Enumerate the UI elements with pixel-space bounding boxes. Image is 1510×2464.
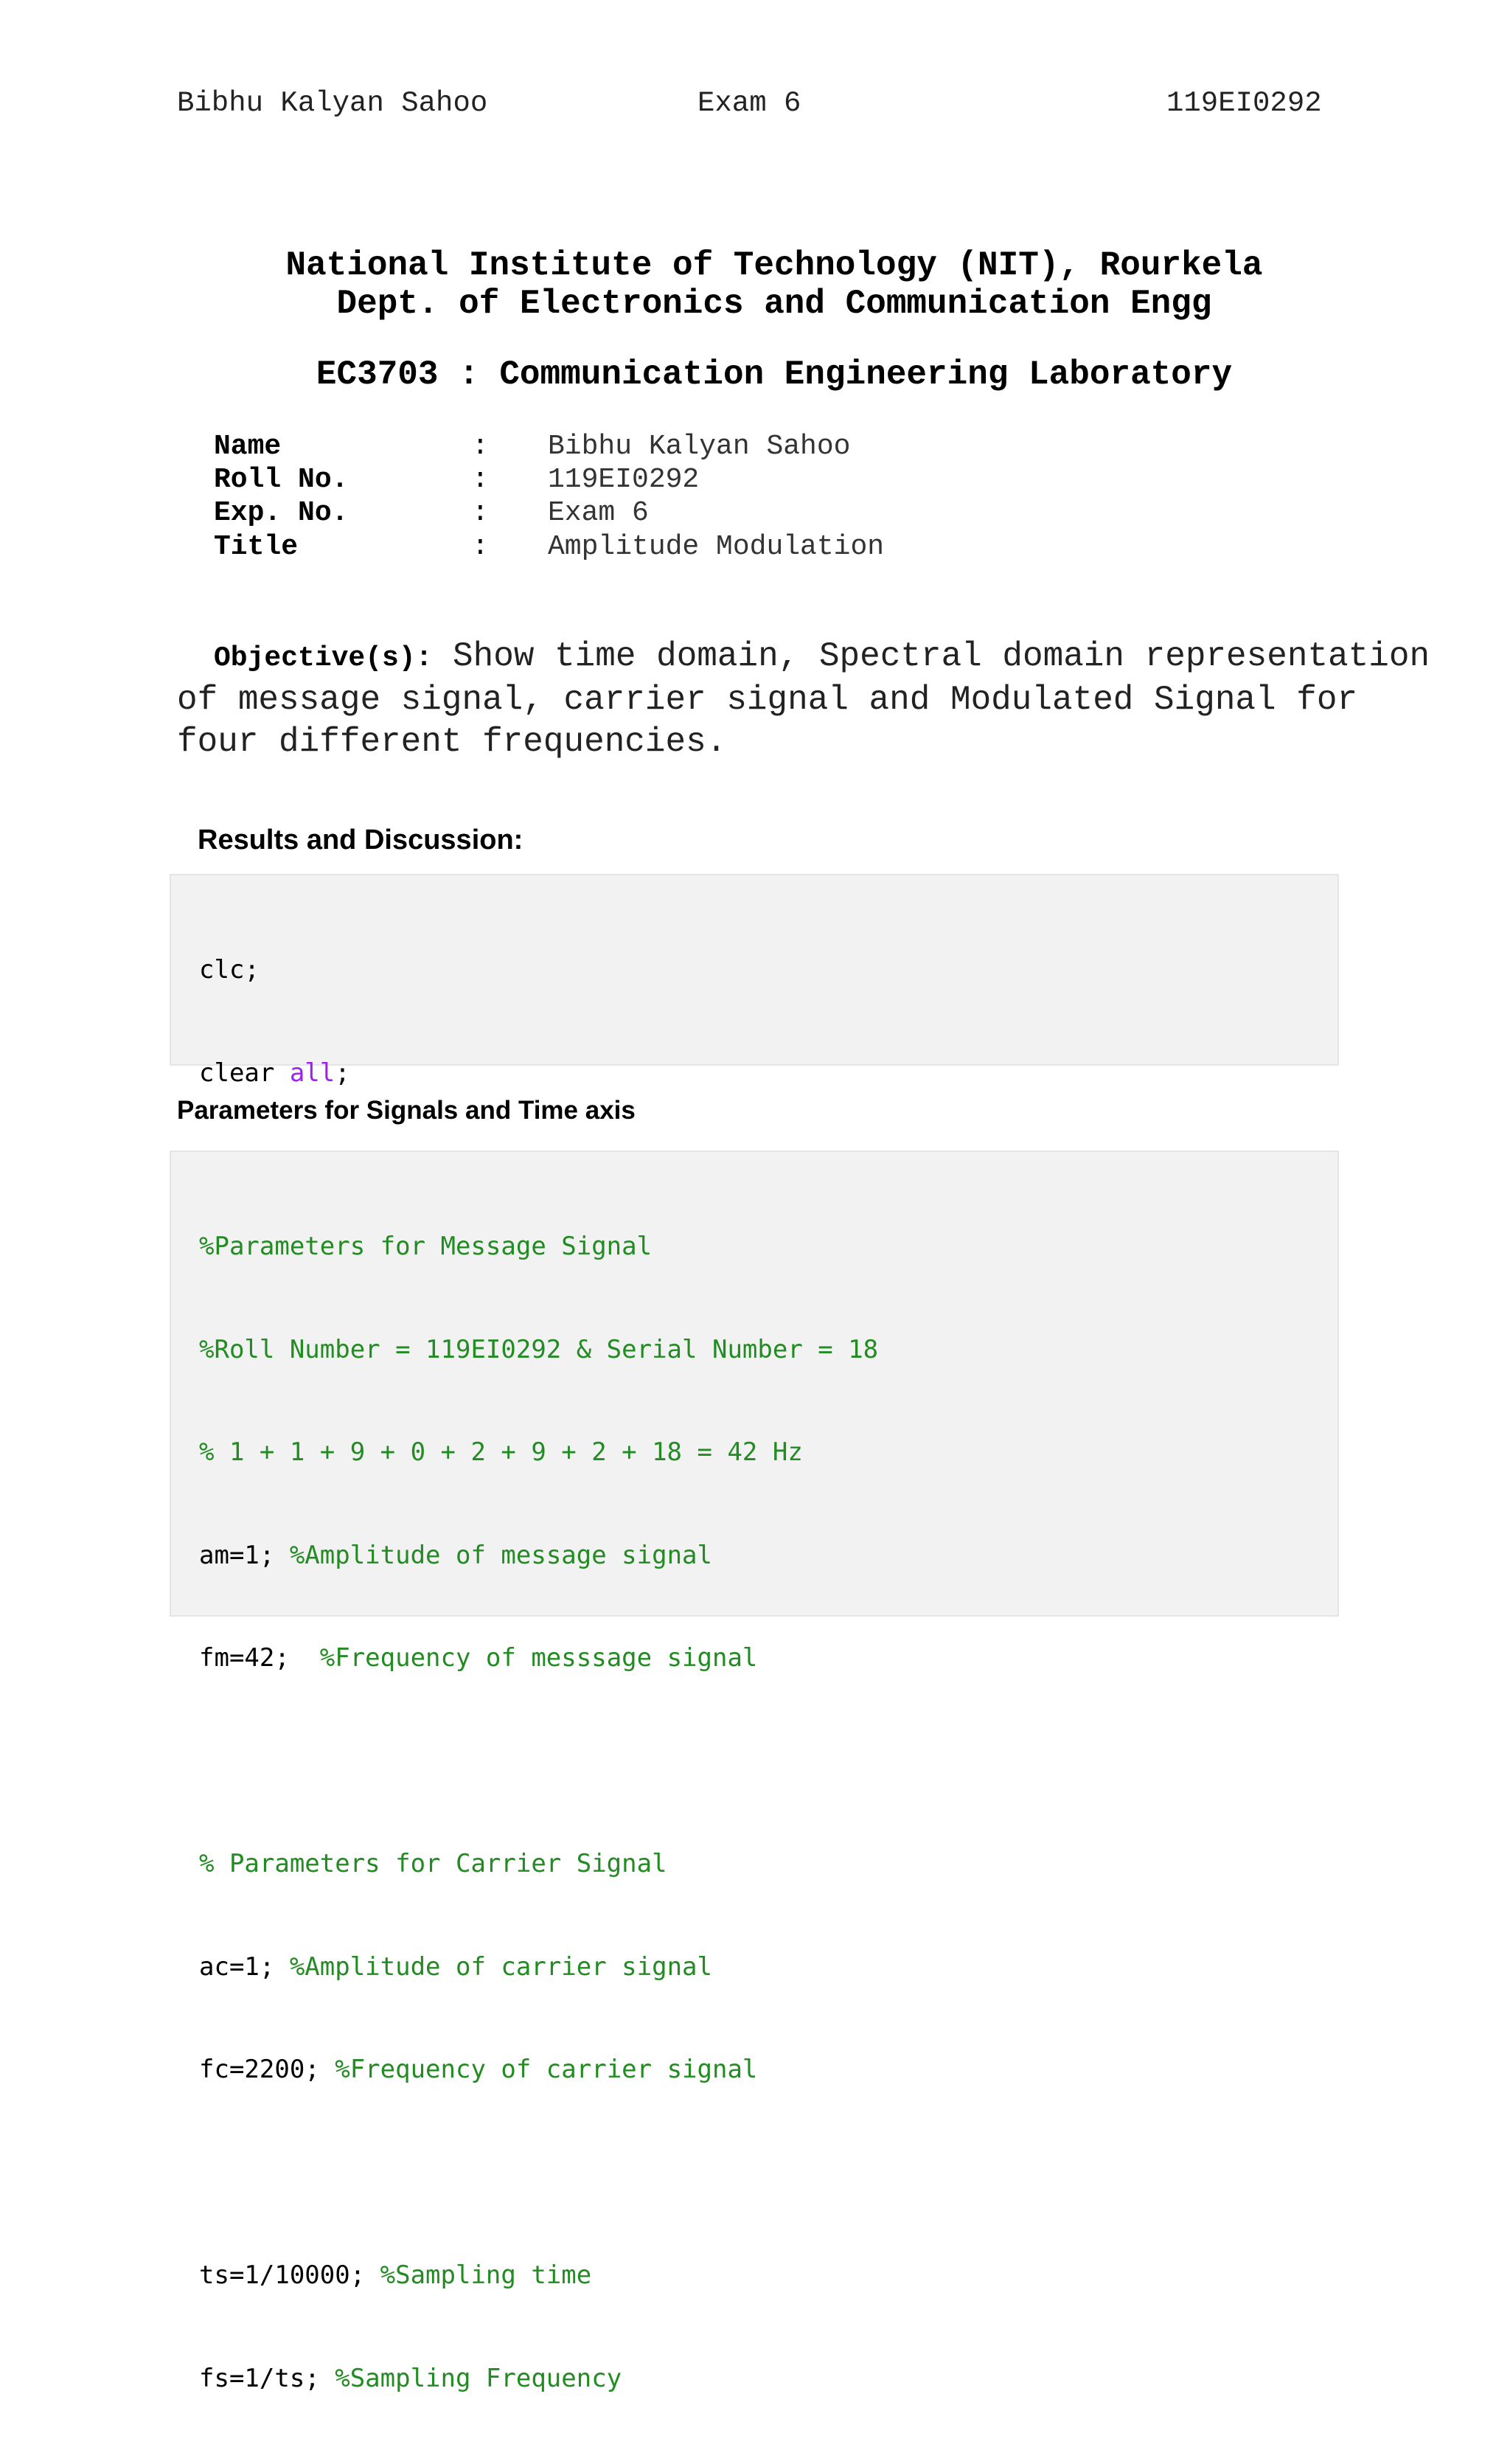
code-line-blank	[199, 2156, 1323, 2190]
info-label-roll: Roll No.	[214, 464, 349, 496]
objective-paragraph	[177, 636, 1445, 763]
code-line: fc=2200; %Frequency of carrier signal	[199, 2055, 758, 2084]
info-label-name: Name	[214, 431, 282, 462]
code-comment: %Roll Number = 119EI0292 & Serial Number = 18	[199, 1334, 879, 1364]
code-line: fs=1/ts; %Sampling Frequency	[199, 2363, 622, 2393]
code-comment: %Parameters for Message Signal	[199, 1232, 653, 1261]
course-title: EC3703 : Communication Engineering Laboratory	[316, 355, 1233, 394]
code-comment: %Sampling Frequency	[335, 2363, 622, 2393]
header-roll: 119EI0292	[1166, 87, 1322, 119]
info-label-exp: Exp. No.	[214, 497, 349, 529]
code-line	[199, 1333, 1323, 1367]
code-line-blank	[199, 1744, 1323, 1779]
code-line	[199, 1229, 1323, 1264]
code-line: ac=1; %Amplitude of carrier signal	[199, 1951, 712, 1982]
code-comment: %Amplitude of message signal	[289, 1540, 712, 1570]
info-colon: :	[472, 464, 489, 496]
code-comment: %Frequency of carrier signal	[335, 2055, 758, 2084]
info-value-name: Bibhu Kalyan Sahoo	[548, 431, 851, 462]
code-line: ts=1/10000; %Sampling time	[199, 2260, 592, 2290]
info-value-title: Amplitude Modulation	[548, 531, 885, 563]
code-block-params	[170, 1151, 1339, 2393]
code-block-setup	[170, 874, 1339, 1088]
info-colon: :	[472, 497, 489, 529]
code-line: fm=42; %Frequency of messsage signal	[199, 1643, 758, 1673]
header-exam: Exam 6	[697, 87, 801, 119]
info-value-exp: Exam 6	[548, 497, 649, 529]
code-comment: % 1 + 1 + 9 + 0 + 2 + 9 + 2 + 18 = 42 Hz	[199, 1437, 803, 1467]
objective-text: Show time domain, Spectral domain representation of message signal, carrier signal and Modulated Signal for four different frequencies.	[177, 637, 1430, 761]
code-line: am=1; %Amplitude of message signal	[199, 1540, 712, 1570]
code-comment: %Frequency of messsage signal	[319, 1643, 758, 1673]
info-label-title: Title	[214, 531, 299, 563]
code-line: clear all;	[199, 1058, 350, 1088]
code-comment: % Parameters for Carrier Signal	[199, 1849, 667, 1878]
params-heading: Parameters for Signals and Time axis	[177, 1096, 636, 1125]
results-heading: Results and Discussion:	[198, 825, 523, 856]
code-comment: %Amplitude of carrier signal	[289, 1951, 712, 1982]
code-line	[199, 1435, 1323, 1470]
department-name: Dept. of Electronics and Communication Engg	[336, 285, 1212, 323]
code-line	[199, 1847, 1323, 1881]
info-colon: :	[472, 431, 489, 462]
code-comment: %Sampling time	[380, 2260, 592, 2290]
header-author: Bibhu Kalyan Sahoo	[177, 87, 488, 119]
info-colon: :	[472, 531, 489, 563]
info-value-roll: 119EI0292	[548, 464, 700, 496]
code-keyword: all	[289, 1058, 335, 1088]
code-line: clc;	[199, 955, 260, 985]
institution-name: National Institute of Technology (NIT), Rourkela	[285, 246, 1263, 285]
code-params-lines	[199, 1161, 1323, 2464]
objective-label: Objective(s):	[214, 642, 433, 674]
